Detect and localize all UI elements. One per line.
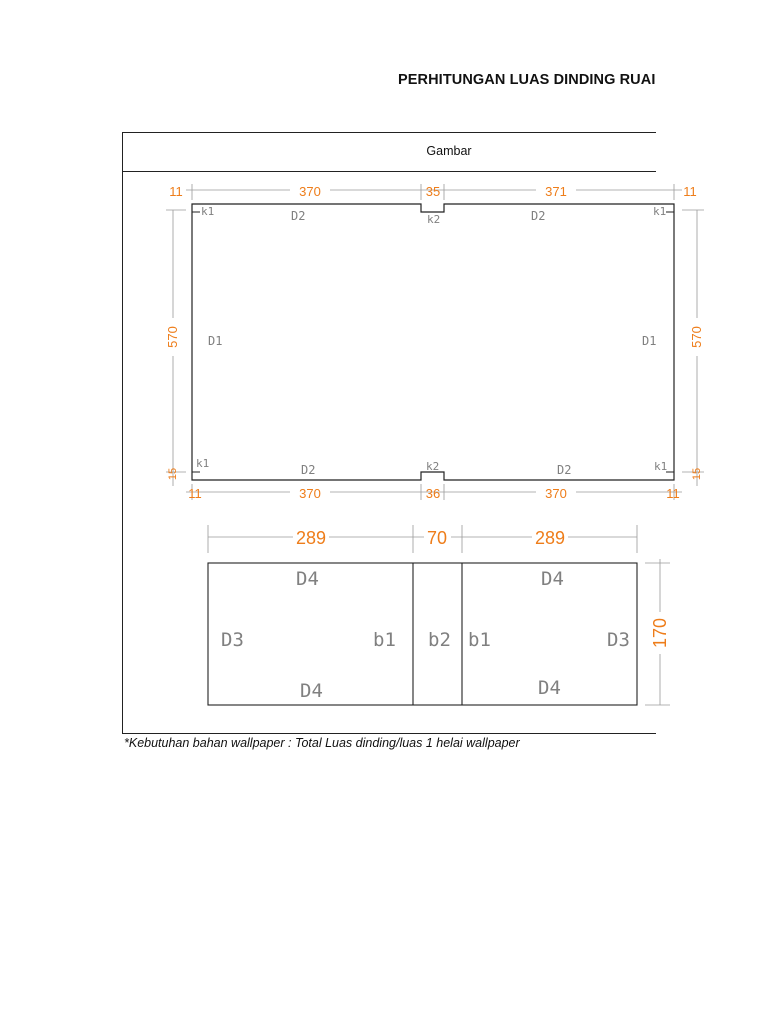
elev-dim-70: 70 [426,528,448,548]
dim-bottom-left-11: 11 [188,486,202,501]
dim-right-15: 15 [691,467,703,481]
label-d4-top-right: D4 [541,568,564,590]
label-d2-top-right: D2 [531,209,546,223]
dim-left-570: 570 [165,326,180,348]
dim-left-15: 15 [167,467,179,481]
label-d3-left: D3 [221,629,244,651]
label-b2: b2 [428,629,451,651]
dim-top-right-11: 11 [683,184,697,199]
label-k1-top-left: k1 [201,205,215,218]
dim-top-35: 35 [425,184,441,199]
label-k1-bottom-left: k1 [196,457,210,470]
dim-bottom-370-right: 370 [545,486,567,501]
dim-top-left-11: 11 [169,184,183,199]
dim-bottom-36: 36 [425,486,441,501]
label-d1-left: D1 [208,334,223,348]
elevation [208,525,670,705]
label-b1-right: b1 [468,629,491,651]
label-d2-top-left: D2 [291,209,306,223]
elev-dim-170: 170 [650,617,670,649]
label-k2-bottom: k2 [426,460,440,473]
dim-right-570: 570 [689,326,704,348]
footnote: *Kebutuhan bahan wallpaper : Total Luas dinding/luas 1 helai wallpaper [124,736,520,750]
label-d2-bottom-left: D2 [301,463,316,477]
label-d4-top-left: D4 [296,568,319,590]
label-d2-bottom-right: D2 [557,463,572,477]
floor-plan [165,182,705,501]
label-d1-right: D1 [642,334,657,348]
dim-top-370: 370 [299,184,321,199]
dim-bottom-right-11: 11 [666,486,680,501]
elevation-outline [208,563,637,705]
label-b1-left: b1 [373,629,396,651]
page-title: PERHITUNGAN LUAS DINDING RUAI [398,72,656,88]
elev-dim-289-left: 289 [295,528,327,548]
label-d3-right: D3 [607,629,630,651]
floor-plan-outline [192,204,674,480]
dim-bottom-370: 370 [299,486,321,501]
label-k1-bottom-right: k1 [654,460,668,473]
dim-top-371: 371 [545,184,567,199]
label-k1-top-right: k1 [653,205,667,218]
table-header-gambar: Gambar [426,144,472,158]
label-d4-bottom-right: D4 [538,677,561,699]
label-k2-top: k2 [427,213,441,226]
elev-dim-289-right: 289 [534,528,566,548]
label-d4-bottom-left: D4 [300,680,323,702]
